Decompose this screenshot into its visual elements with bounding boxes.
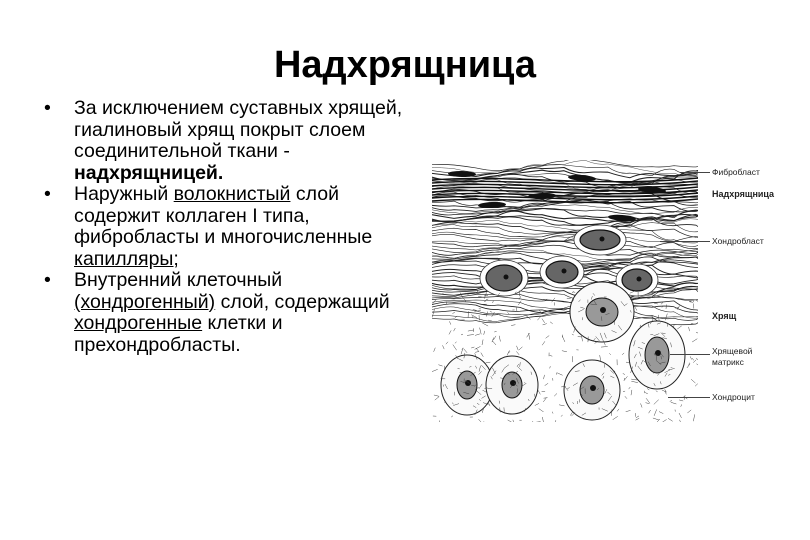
- matrix-hatch: [631, 379, 637, 380]
- matrix-hatch: [696, 364, 698, 368]
- matrix-hatch: [646, 403, 650, 404]
- matrix-hatch: [696, 332, 698, 333]
- matrix-hatch: [494, 331, 496, 332]
- matrix-hatch: [679, 400, 683, 401]
- leader-chondroblast: [660, 241, 710, 242]
- matrix-hatch: [623, 391, 625, 392]
- matrix-hatch: [439, 421, 440, 423]
- matrix-hatch: [671, 402, 677, 404]
- label-chondrocyte: Хондроцит: [712, 392, 755, 402]
- matrix-hatch: [438, 365, 442, 366]
- matrix-hatch: [623, 374, 625, 375]
- matrix-hatch: [626, 410, 631, 411]
- matrix-hatch: [452, 312, 455, 314]
- matrix-hatch: [544, 375, 545, 379]
- matrix-hatch: [486, 362, 491, 363]
- leader-matrix: [670, 354, 710, 355]
- bullet-1-run-1: За исключением суставных хрящей, гиалиновый хрящ покрыт слоем соединительной ткани -: [74, 97, 403, 162]
- label-cartilage: Хрящ: [712, 311, 737, 321]
- matrix-hatch: [484, 301, 486, 302]
- matrix-hatch: [482, 340, 483, 346]
- matrix-hatch: [461, 349, 463, 354]
- matrix-hatch: [449, 330, 451, 334]
- matrix-hatch: [499, 336, 500, 342]
- matrix-hatch: [493, 301, 494, 303]
- matrix-hatch: [689, 327, 690, 331]
- matrix-hatch: [432, 315, 433, 318]
- matrix-hatch: [681, 404, 682, 406]
- matrix-hatch: [516, 351, 519, 355]
- matrix-hatch: [546, 336, 550, 339]
- matrix-hatch: [631, 390, 632, 395]
- leader-chondrocyte: [668, 397, 710, 398]
- matrix-hatch: [507, 312, 509, 314]
- bullet-2-run-3: слой содержит коллаген I типа, фибробласты и многочисленные: [74, 183, 373, 248]
- matrix-hatch: [453, 345, 457, 351]
- matrix-hatch: [668, 418, 673, 421]
- label-perichondrium: Надхрящница: [712, 189, 775, 199]
- matrix-hatch: [490, 312, 492, 313]
- matrix-hatch: [622, 353, 624, 355]
- bullet-3-run-1: Внутренний клеточный: [74, 269, 283, 291]
- matrix-hatch: [468, 330, 474, 331]
- matrix-hatch: [693, 414, 694, 421]
- matrix-hatch: [629, 387, 631, 389]
- matrix-hatch: [455, 342, 457, 344]
- matrix-hatch: [695, 384, 698, 387]
- matrix-hatch: [647, 389, 649, 390]
- nucleolus: [600, 307, 606, 313]
- matrix-hatch: [467, 335, 474, 336]
- matrix-hatch: [508, 420, 514, 422]
- nucleolus: [504, 275, 509, 280]
- bullet-item-3: [44, 270, 404, 356]
- matrix-hatch: [636, 416, 639, 418]
- matrix-hatch: [486, 312, 488, 317]
- nucleolus: [562, 269, 567, 274]
- matrix-hatch: [486, 299, 488, 300]
- bullet-item-2: [44, 184, 404, 270]
- bullet-3-run-3: слой, содержащий: [215, 290, 390, 313]
- fibroblast-nucleus: [478, 201, 506, 208]
- bullet-3-run-4: хондрогенные: [74, 312, 203, 334]
- bullet-2-run-2: волокнистый: [173, 183, 291, 205]
- matrix-hatch: [654, 409, 657, 415]
- matrix-hatch: [493, 341, 497, 345]
- matrix-hatch: [625, 396, 627, 399]
- matrix-hatch: [617, 409, 619, 411]
- matrix-hatch: [434, 348, 436, 352]
- bullet-item-1: [44, 98, 404, 184]
- matrix-hatch: [488, 403, 490, 407]
- fiber-line: [432, 301, 698, 313]
- matrix-hatch: [480, 328, 482, 335]
- matrix-hatch: [492, 312, 495, 317]
- matrix-hatch: [687, 364, 690, 368]
- nucleolus: [510, 380, 516, 386]
- matrix-hatch: [654, 303, 658, 304]
- matrix-hatch: [693, 300, 694, 302]
- matrix-hatch: [451, 416, 453, 417]
- fiber-line: [432, 237, 698, 248]
- matrix-hatch: [624, 378, 625, 380]
- matrix-hatch: [475, 334, 480, 336]
- matrix-hatch: [463, 348, 467, 352]
- matrix-hatch: [661, 302, 663, 304]
- matrix-hatch: [692, 358, 694, 360]
- nucleolus: [637, 277, 642, 282]
- matrix-hatch: [641, 403, 643, 407]
- nucleolus: [600, 237, 605, 242]
- matrix-hatch: [680, 420, 681, 422]
- matrix-hatch: [543, 324, 547, 325]
- bullet-1-run-2: надхрящницей.: [74, 161, 224, 184]
- matrix-hatch: [475, 346, 481, 349]
- matrix-hatch: [535, 403, 539, 405]
- matrix-hatch: [435, 397, 439, 401]
- bullet-list: [44, 98, 404, 356]
- matrix-hatch: [517, 346, 519, 350]
- matrix-hatch: [434, 395, 439, 396]
- matrix-hatch: [609, 353, 611, 355]
- bullet-3-run-5: клетки и прехондробласты.: [74, 312, 283, 356]
- matrix-hatch: [542, 417, 543, 422]
- matrix-hatch: [653, 418, 659, 420]
- label-chondroblast: Хондробласт: [712, 236, 764, 246]
- matrix-hatch: [550, 355, 553, 356]
- matrix-hatch: [670, 401, 672, 402]
- matrix-hatch: [677, 326, 681, 329]
- matrix-hatch: [659, 412, 663, 414]
- matrix-hatch: [475, 352, 479, 353]
- matrix-hatch: [484, 331, 485, 335]
- matrix-hatch: [461, 334, 463, 335]
- matrix-hatch: [550, 366, 551, 368]
- matrix-hatch: [554, 420, 556, 422]
- matrix-hatch: [519, 347, 523, 350]
- nucleolus: [590, 385, 596, 391]
- matrix-hatch: [446, 342, 448, 344]
- matrix-hatch: [449, 321, 451, 324]
- matrix-hatch: [511, 325, 515, 326]
- matrix-hatch: [542, 319, 545, 323]
- matrix-hatch: [557, 373, 562, 375]
- matrix-hatch: [572, 334, 574, 335]
- matrix-hatch: [544, 398, 548, 399]
- matrix-hatch: [613, 416, 618, 419]
- matrix-hatch: [471, 315, 477, 318]
- bullet-3-run-2: (хондрогенный): [74, 290, 216, 313]
- fibroblast-nucleus: [448, 171, 476, 178]
- matrix-hatch: [690, 356, 692, 359]
- matrix-hatch: [507, 350, 510, 355]
- bullet-2-run-4: капилляры;: [74, 247, 179, 270]
- label-fibroblast: Фибробласт: [712, 167, 760, 177]
- matrix-hatch: [481, 353, 484, 357]
- matrix-hatch: [559, 405, 565, 406]
- fiber-line: [432, 312, 698, 321]
- matrix-hatch: [662, 419, 667, 422]
- perichondrium-micrograph: [432, 160, 698, 422]
- matrix-hatch: [690, 302, 694, 303]
- matrix-hatch: [554, 393, 557, 396]
- matrix-hatch: [656, 391, 658, 392]
- matrix-hatch: [687, 410, 691, 413]
- matrix-hatch: [691, 379, 695, 383]
- matrix-hatch: [454, 328, 456, 331]
- matrix-hatch: [582, 336, 583, 341]
- matrix-hatch: [666, 305, 667, 309]
- label-matrix-line2: матрикс: [712, 357, 744, 367]
- matrix-hatch: [561, 415, 563, 417]
- matrix-hatch: [462, 297, 466, 302]
- matrix-hatch: [552, 412, 553, 414]
- matrix-hatch: [443, 345, 445, 349]
- label-matrix-line1: Хрящевой: [712, 346, 753, 356]
- matrix-hatch: [645, 393, 648, 394]
- matrix-hatch: [482, 323, 488, 326]
- matrix-hatch: [557, 372, 558, 374]
- matrix-hatch: [513, 420, 514, 422]
- matrix-hatch: [432, 369, 438, 372]
- matrix-hatch: [679, 413, 682, 418]
- matrix-hatch: [550, 322, 553, 324]
- matrix-hatch: [640, 325, 641, 327]
- matrix-hatch: [631, 381, 638, 382]
- matrix-hatch: [636, 418, 640, 420]
- matrix-hatch: [476, 348, 479, 351]
- matrix-hatch: [646, 398, 650, 403]
- matrix-hatch: [531, 421, 533, 422]
- matrix-hatch: [562, 351, 567, 352]
- matrix-hatch: [471, 347, 474, 348]
- matrix-hatch: [692, 339, 697, 342]
- matrix-hatch: [542, 341, 545, 345]
- leader-fibroblast: [680, 172, 710, 173]
- matrix-hatch: [654, 400, 659, 405]
- matrix-hatch: [478, 419, 483, 422]
- matrix-hatch: [696, 358, 697, 360]
- matrix-hatch: [539, 409, 544, 412]
- matrix-hatch: [649, 410, 651, 413]
- bullet-2-run-1: Наружный: [74, 183, 174, 205]
- matrix-hatch: [689, 363, 690, 366]
- slide-title: Надхрящница: [273, 44, 537, 86]
- nucleolus: [655, 350, 661, 356]
- matrix-hatch: [601, 347, 608, 348]
- fiber-line: [432, 297, 698, 305]
- matrix-hatch: [538, 390, 540, 394]
- matrix-hatch: [545, 383, 548, 385]
